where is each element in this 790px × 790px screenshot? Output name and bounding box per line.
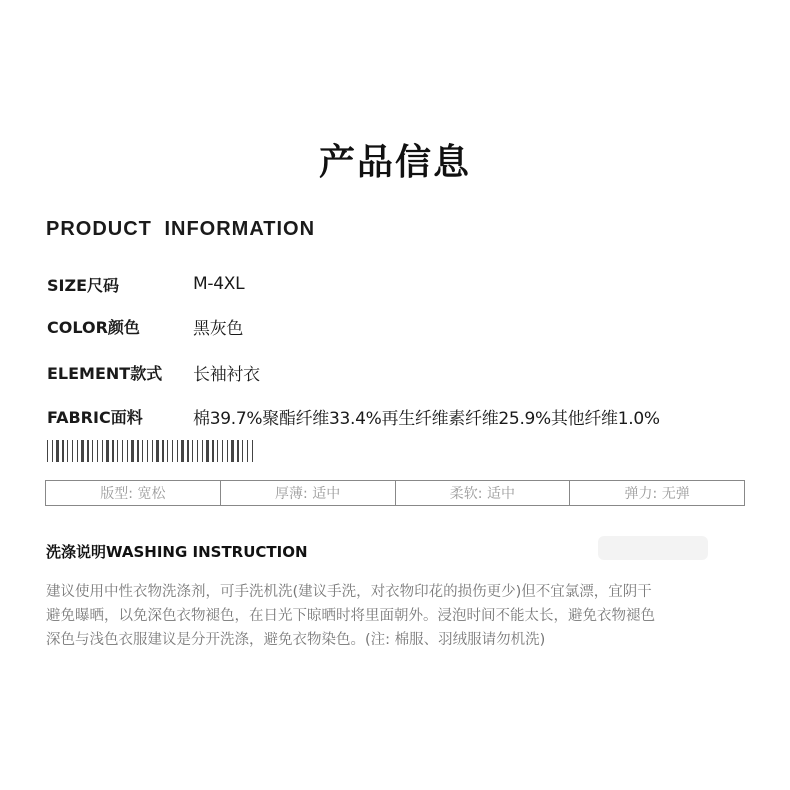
barcode-stripe (197, 440, 198, 462)
spec-value: 棉39.7%聚酯纤维33.4%再生纤维素纤维25.9%其他纤维1.0% (193, 408, 660, 429)
page-title: 产品信息 (318, 142, 471, 183)
barcode-stripe (212, 440, 214, 462)
spec-row-size (47, 270, 244, 298)
washing-heading: 洗涤说明WASHING INSTRUCTION (46, 543, 308, 561)
spec-label: COLOR颜色 (47, 317, 140, 337)
barcode-stripe (137, 440, 139, 462)
attribute-softness: 柔软: 适中 (396, 481, 571, 505)
spec-label: FABRIC面料 (47, 407, 143, 427)
spec-row-fabric (47, 402, 660, 430)
barcode-stripe (131, 440, 134, 462)
barcode-stripe (222, 440, 223, 462)
barcode-stripe (237, 440, 239, 462)
section-subtitle: PRODUCT INFORMATION (46, 218, 316, 240)
barcode-stripe (252, 440, 253, 462)
barcode-stripe (217, 440, 218, 462)
barcode-stripe (112, 440, 114, 462)
attribute-table (45, 480, 745, 506)
spec-row-element (47, 358, 260, 386)
attribute-elasticity: 弹力: 无弹 (624, 486, 690, 502)
barcode-stripe (162, 440, 164, 462)
barcode-stripe (87, 440, 89, 462)
barcode-stripe (177, 440, 178, 462)
barcode-stripe (102, 440, 103, 462)
barcode-stripe (156, 440, 159, 462)
attribute-fit: 版型: 宽松 (46, 481, 221, 505)
barcode-stripe (181, 440, 184, 462)
barcode-stripe (247, 440, 248, 462)
washing-line: 深色与浅色衣服建议是分开洗涤，避免衣物染色。(注: 棉服、羽绒服请勿机洗) (46, 632, 546, 648)
spec-value: M-4XL (193, 274, 245, 294)
spec-label: ELEMENT款式 (47, 363, 163, 383)
barcode-stripe (227, 440, 228, 462)
barcode-stripe (122, 440, 123, 462)
barcode-stripe (106, 440, 109, 462)
barcode-decoration (47, 440, 257, 462)
spec-row-color (47, 312, 243, 340)
barcode-stripe (147, 440, 148, 462)
barcode-stripe (167, 440, 168, 462)
barcode-stripe (172, 440, 173, 462)
attribute-thickness: 厚薄: 适中 (221, 481, 396, 505)
barcode-stripe (206, 440, 209, 462)
washing-line: 避免曝晒，以免深色衣物褪色，在日光下晾晒时将里面朝外。浸泡时间不能太长，避免衣物褪色 (46, 608, 655, 624)
barcode-stripe (72, 440, 73, 462)
spec-value: 长袖衬衣 (193, 364, 260, 385)
barcode-stripe (152, 440, 153, 462)
barcode-stripe (202, 440, 203, 462)
washing-line: 建议使用中性衣物洗涤剂，可手洗机洗(建议手洗，对衣物印花的损伤更少)但不宜氯漂，宜阴干 (46, 584, 652, 600)
barcode-stripe (192, 440, 193, 462)
barcode-stripe (97, 440, 98, 462)
barcode-stripe (142, 440, 143, 462)
barcode-stripe (67, 440, 68, 462)
barcode-stripe (52, 440, 53, 462)
barcode-stripe (127, 440, 128, 462)
barcode-stripe (77, 440, 78, 462)
barcode-stripe (81, 440, 84, 462)
barcode-stripe (242, 440, 243, 462)
barcode-stripe (47, 440, 48, 462)
spec-value: 黑灰色 (193, 318, 244, 339)
barcode-stripe (231, 440, 234, 462)
spec-label: SIZE尺码 (47, 275, 120, 295)
barcode-stripe (56, 440, 59, 462)
background-smudge (598, 536, 708, 560)
barcode-stripe (62, 440, 64, 462)
barcode-stripe (187, 440, 189, 462)
barcode-stripe (92, 440, 93, 462)
barcode-stripe (117, 440, 118, 462)
washing-instructions (46, 580, 762, 652)
